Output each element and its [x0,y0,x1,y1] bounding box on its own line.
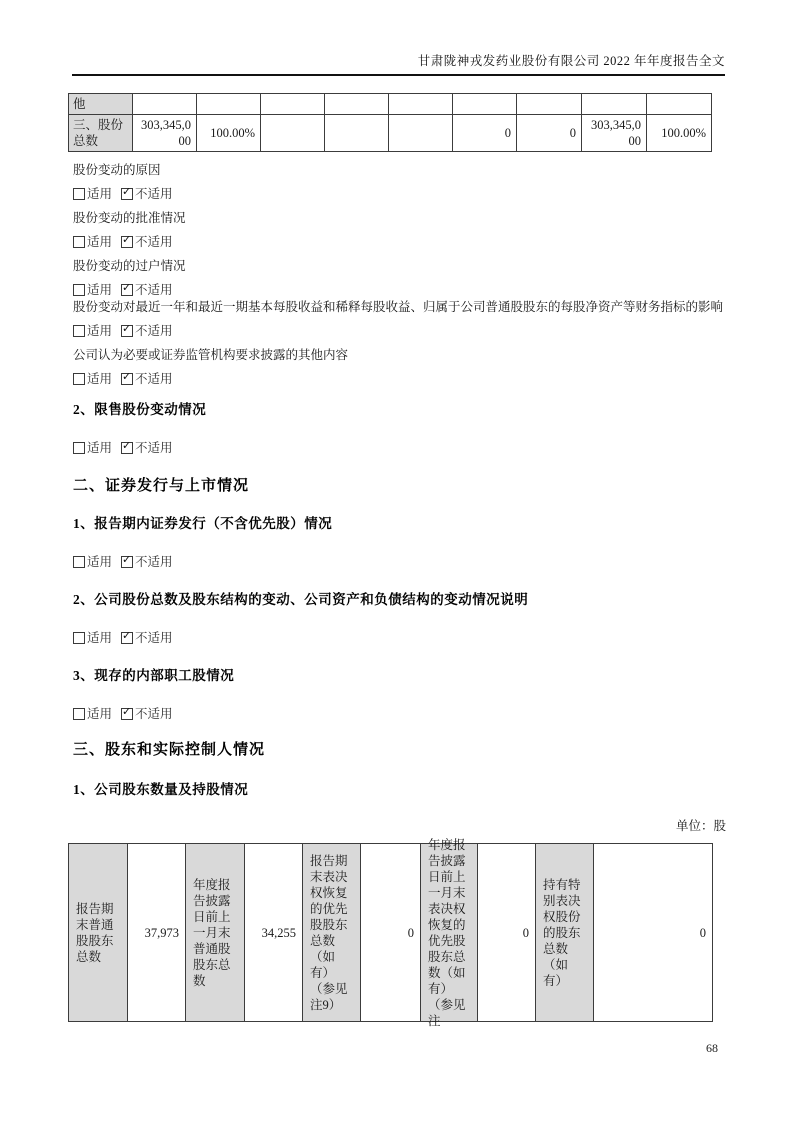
table-header-cell: 年度报告披露日前上一月末表决权恢复的优先股股东总数（如有）（参见注 [421,844,478,1022]
checkbox-label: 适用 [87,555,113,569]
table-cell: 0 [478,844,536,1022]
checkbox-checked-icon [121,556,133,568]
applicability-checkbox-row [73,630,173,646]
table-cell [453,94,517,115]
table-cell [389,94,453,115]
table-cell [517,94,582,115]
table-header-cell: 报告期末普通股股东总数 [69,844,128,1022]
checkbox-label: 不适用 [135,324,173,338]
checkbox-checked-icon [121,188,133,200]
table-cell: 0 [361,844,421,1022]
checkbox-label: 适用 [87,372,113,386]
table-cell: 100.00% [197,115,261,152]
table-cell: 0 [517,115,582,152]
page-header-title: 甘肃陇神戎发药业股份有限公司 2022 年年度报告全文 [417,54,725,68]
table-header-cell: 年度报告披露日前上一月末普通股股东总数 [186,844,245,1022]
checkbox-label: 不适用 [135,187,173,201]
section-label-approval: 股份变动的批准情况 [73,211,186,225]
table-cell: 303,345,000 [582,115,647,152]
checkbox-unchecked-icon [73,556,85,568]
checkbox-checked-icon [121,442,133,454]
table-cell [325,115,389,152]
checkbox-label: 不适用 [135,707,173,721]
checkbox-label: 不适用 [135,235,173,249]
checkbox-label: 适用 [87,324,113,338]
checkbox-label: 不适用 [135,441,173,455]
checkbox-label: 适用 [87,187,113,201]
checkbox-unchecked-icon [73,284,85,296]
page-header [68,53,725,70]
table-cell: 34,255 [245,844,303,1022]
heading-internal-staff-shares: 3、现存的内部职工股情况 [73,668,235,683]
section-label-change-reason: 股份变动的原因 [73,163,161,177]
checkbox-label: 不适用 [135,372,173,386]
table-cell [133,94,197,115]
applicability-checkbox-row [73,440,173,456]
checkbox-checked-icon [121,284,133,296]
table-header-cell: 持有特别表决权股份的股东总数（如有） [536,844,594,1022]
unit-label: 单位：股 [675,819,726,833]
checkbox-unchecked-icon [73,632,85,644]
applicability-checkbox-row [73,706,173,722]
applicability-checkbox-row [73,234,173,250]
checkbox-label: 适用 [87,441,113,455]
heading-shareholders-controller: 三、股东和实际控制人情况 [73,742,266,758]
table-cell [197,94,261,115]
shareholder-count-table [68,837,713,1028]
table-row [69,115,712,152]
checkbox-label: 适用 [87,235,113,249]
table-cell [647,94,712,115]
table-header-cell: 他 [69,94,133,115]
table-cell [325,94,389,115]
heading-securities-issuance: 二、证券发行与上市情况 [73,478,250,494]
checkbox-label: 适用 [87,631,113,645]
table-header-cell: 报告期末表决权恢复的优先股股东总数（如有）（参见注9） [303,844,361,1022]
table-cell [389,115,453,152]
checkbox-checked-icon [121,325,133,337]
table-cell [261,94,325,115]
table-cell: 0 [453,115,517,152]
section-label-eps-impact: 股份变动对最近一年和最近一期基本每股收益和稀释每股收益、归属于公司普通股股东的每股净资产等财务指标的影响 [73,300,724,314]
table-row [69,844,713,1022]
heading-structure-change: 2、公司股份总数及股东结构的变动、公司资产和负债结构的变动情况说明 [73,592,529,607]
checkbox-label: 不适用 [135,283,173,297]
table-header-cell: 三、股份总数 [69,115,133,152]
checkbox-label: 不适用 [135,555,173,569]
table-row [69,94,712,115]
heading-issuance-in-period: 1、报告期内证券发行（不含优先股）情况 [73,516,333,531]
heading-restricted-shares: 2、限售股份变动情况 [73,402,207,417]
section-label-transfer: 股份变动的过户情况 [73,259,186,273]
table-cell [261,115,325,152]
header-divider [72,74,725,76]
table-cell: 303,345,000 [133,115,197,152]
checkbox-checked-icon [121,632,133,644]
checkbox-unchecked-icon [73,188,85,200]
checkbox-label: 不适用 [135,631,173,645]
section-label-other-disclosure: 公司认为必要或证券监管机构要求披露的其他内容 [73,348,349,362]
applicability-checkbox-row [73,371,173,387]
share-structure-table [68,93,712,152]
applicability-checkbox-row [73,186,173,202]
checkbox-label: 适用 [87,283,113,297]
applicability-checkbox-row [73,282,173,298]
checkbox-unchecked-icon [73,708,85,720]
page-number: 68 [706,1041,718,1055]
checkbox-unchecked-icon [73,373,85,385]
checkbox-label: 适用 [87,707,113,721]
checkbox-checked-icon [121,236,133,248]
table-cell: 0 [594,844,713,1022]
applicability-checkbox-row [73,554,173,570]
checkbox-unchecked-icon [73,442,85,454]
applicability-checkbox-row [73,323,173,339]
checkbox-checked-icon [121,708,133,720]
table-cell [582,94,647,115]
heading-shareholder-count: 1、公司股东数量及持股情况 [73,782,249,797]
checkbox-unchecked-icon [73,325,85,337]
table-cell: 100.00% [647,115,712,152]
checkbox-checked-icon [121,373,133,385]
checkbox-unchecked-icon [73,236,85,248]
table-cell: 37,973 [128,844,186,1022]
